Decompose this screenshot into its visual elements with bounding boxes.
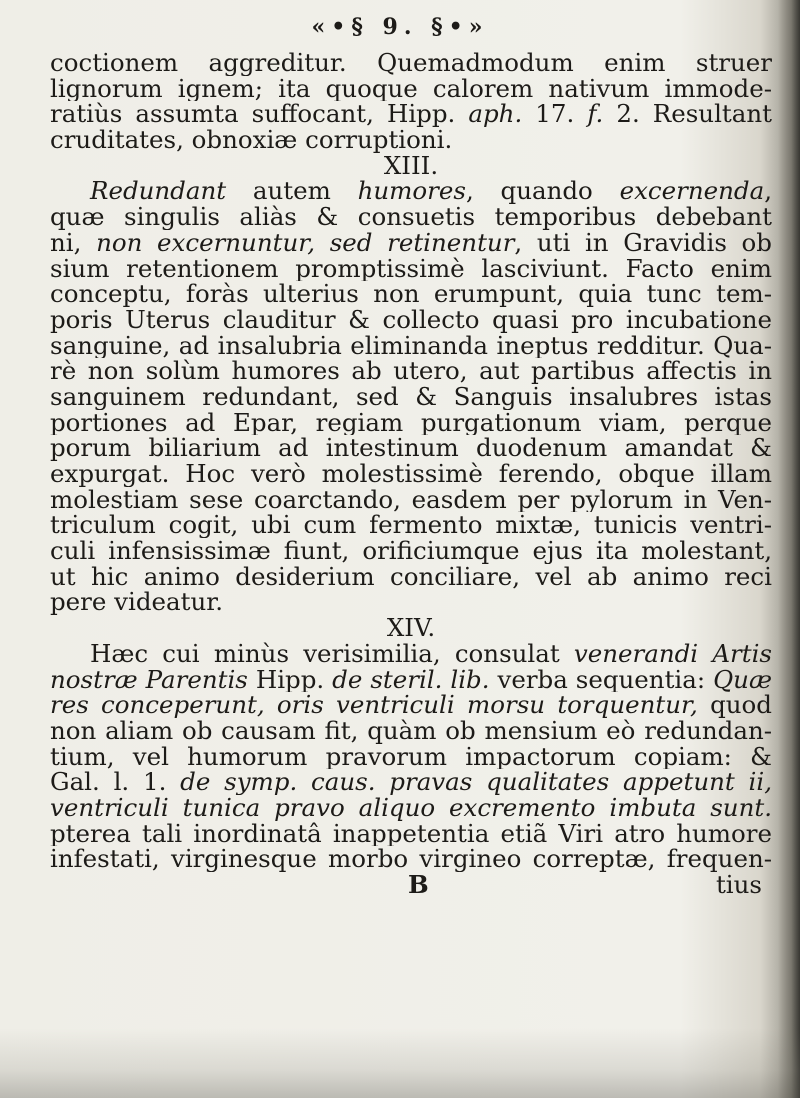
text-line-10: conceptu, foràs ulterius non erumpunt, quia tunc tem- bbox=[50, 281, 772, 307]
text-line-2: lignorum ignem; ita quoque calorem nativum immode- bbox=[50, 75, 772, 102]
text-line-11: poris Uterus clauditur & collecto quasi pro incubatione bbox=[50, 306, 772, 333]
text-line-9: sium retentionem promptissimè lasciviunt. Facto enim bbox=[50, 255, 772, 282]
text-line-7: quæ singulis aliàs & consuetis temporibus debebant bbox=[50, 204, 772, 230]
section-number-14: XIV. bbox=[386, 613, 436, 643]
text-line-20: culi infensissimæ fiunt, orificiumque ejus ita molestant, bbox=[50, 538, 772, 564]
text-line-16: porum biliarium ad intestinum duodenum amandat & bbox=[50, 435, 772, 461]
text-line-22: pere videatur. bbox=[50, 587, 224, 617]
text-line-27: non aliam ob causam fit, quàm ob mensium eò redundan- bbox=[50, 717, 772, 744]
catchword: tius bbox=[715, 870, 762, 899]
text-line-1: coctionem aggreditur. Quemadmodum enim struer bbox=[50, 50, 772, 76]
text-line-12: sanguine, ad insalubria eliminanda ineptus redditur. Qua- bbox=[50, 332, 772, 359]
text-line-13: rè non solùm humores ab utero, aut partibus affectis in bbox=[50, 358, 772, 384]
section-number-13: XIII. bbox=[383, 150, 439, 180]
text-line-28: tium, vel humorum pravorum impactorum copiam: & bbox=[50, 743, 772, 770]
text-line-8: ni, non excernuntur, sed retinentur, uti in Gravidis ob bbox=[50, 229, 772, 256]
text-line-17: expurgat. Hoc verò molestissimè ferendo, obque illam bbox=[50, 461, 772, 487]
text-line-29: Gal. l. 1. de symp. caus. pravas qualitates appetunt ii, bbox=[50, 769, 772, 795]
text-line-15: portiones ad Epar, regiam purgationum viam, perque bbox=[50, 409, 772, 436]
text-line-18: molestiam sese coarctando, easdem per pylorum in Ven- bbox=[50, 486, 772, 513]
signature-mark: B bbox=[408, 870, 429, 899]
text-line-32: infestati, virginesque morbo virgineo correptæ, frequen- bbox=[50, 846, 772, 872]
text-line-24: Hæc cui minùs verisimilia, consulat venerandi Artis bbox=[90, 640, 772, 667]
text-line-19: triculum cogit, ubi cum fermento mixtæ, tunicis ventri- bbox=[50, 512, 772, 539]
text-line-30: ventriculi tunica pravo aliquo excremento imbuta sunt. bbox=[50, 794, 772, 821]
text-line-14: sanguinem redundant, sed & Sanguis insalubres istas bbox=[50, 383, 772, 410]
body-text bbox=[50, 50, 772, 898]
page-header-ornament: «•§ 9. §•» bbox=[311, 14, 489, 40]
text-line-31: pterea tali inordinatâ inappetentia etiã Viri atro humore bbox=[50, 820, 772, 847]
text-line-4: cruditates, obnoxiæ corruptioni. bbox=[50, 125, 453, 155]
page-edge-shadow bbox=[778, 0, 800, 1098]
text-line-3: ratiùs assumta suffocant, Hipp. aph. 17. f. 2. Resultant bbox=[50, 101, 772, 128]
signature-and-catchword bbox=[50, 872, 772, 898]
text-line-21: ut hic animo desiderium conciliare, vel ab animo reci bbox=[50, 563, 772, 590]
text-line-25: nostræ Parentis Hipp. de steril. lib. verba sequentia: Quæ bbox=[50, 666, 772, 693]
page-bottom-shadow bbox=[0, 1028, 800, 1098]
text-line-26: res conceperunt, oris ventriculi morsu torquentur, quod bbox=[50, 692, 772, 718]
text-line-6: Redundant autem humores, quando excernenda, bbox=[90, 178, 772, 205]
